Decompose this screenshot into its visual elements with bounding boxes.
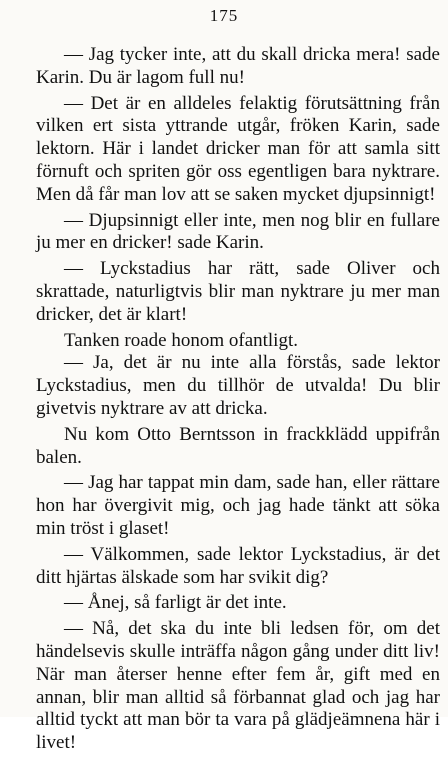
paragraph: Tanken roade honom ofantligt. xyxy=(64,329,298,351)
paragraph: — Nå, det ska du inte bli ledsen för, om det händelsevis skulle inträffa någon gång under ditt liv! När man återser henne efter fem år, gift med en annan, blir man alltid så förbannat glad och jag har alltid tyckt att man bör ta vara på glädjeämnena här i livet! xyxy=(36,618,440,754)
page-body xyxy=(36,44,440,758)
page-number: 175 xyxy=(209,6,239,25)
paragraph: — Välkommen, sade lektor Lyckstadius, är det ditt hjärtas älskade som har svikit dig? xyxy=(36,543,440,588)
paragraph: — Det är en alldeles felaktig förutsättning från vilken ert sista yttrande utgår, fröken Karin, sade lektorn. Här i landet dricker man för att samla sitt förnuft och spriten gör oss egentligen bara nyktrare. Men då får man lov att se saken mycket djupsinnigt! xyxy=(36,92,440,205)
paragraph: — Ja, det är nu inte alla förstås, sade lektor Lyckstadius, men du tillhör de utvalda! Du blir givetvis nyktrare av att dricka. xyxy=(36,352,440,419)
paragraph: Nu kom Otto Berntsson in frackklädd uppifrån balen. xyxy=(36,423,440,468)
paragraph: — Ånej, så farligt är det inte. xyxy=(64,592,287,614)
paragraph: — Jag har tappat min dam, sade han, eller rättare hon har övergivit mig, och jag hade tänkt att söka min tröst i glaset! xyxy=(36,472,440,539)
paragraph: — Jag tycker inte, att du skall dricka mera! sade Karin. Du är lagom full nu! xyxy=(36,44,440,88)
paragraph: — Lyckstadius har rätt, sade Oliver och skrattade, naturligtvis blir man nyktrare ju mer man dricker, det är klart! xyxy=(36,258,440,325)
paragraph: — Djupsinnigt eller inte, men nog blir en fullare ju mer en dricker! sade Karin. xyxy=(36,209,440,254)
